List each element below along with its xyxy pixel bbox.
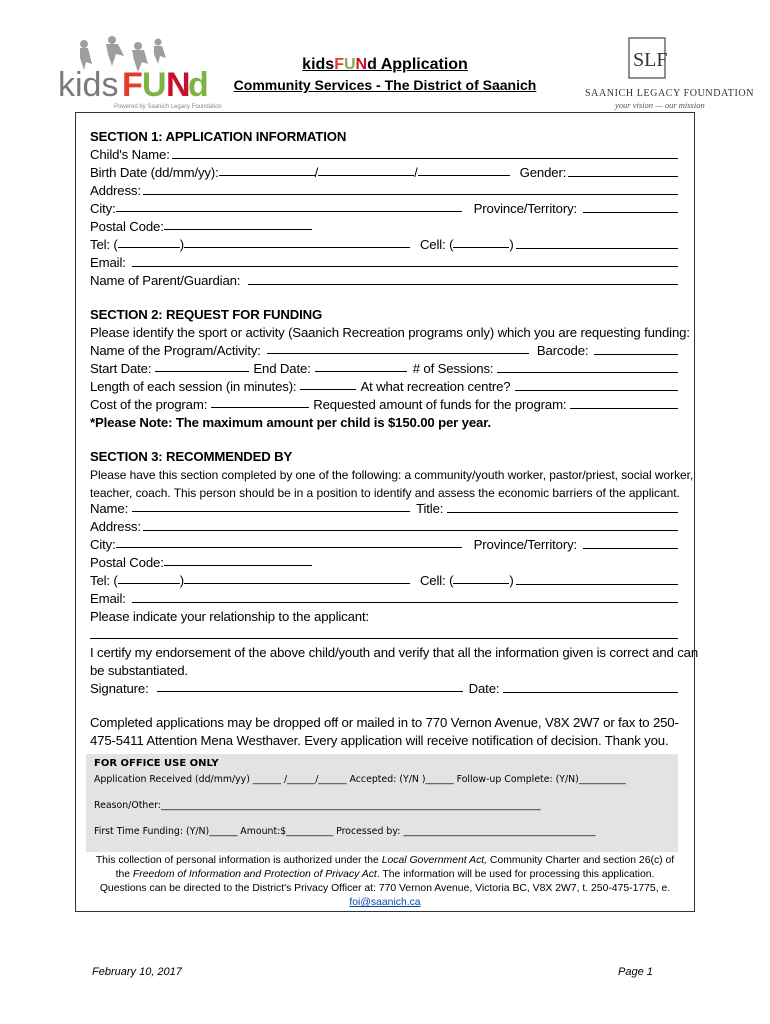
svg-text:your vision — our mission: your vision — our mission [615,100,705,110]
svg-text:SAANICH LEGACY FOUNDATION: SAANICH LEGACY FOUNDATION [585,88,755,99]
certify-text-1: I certify my endorsement of the above child/youth and verify that all the information given is correct and can [90,645,699,660]
recommender-name-field[interactable]: Name: Title: [90,500,680,518]
recommender-email-field[interactable]: Email: [90,590,680,608]
address-field[interactable]: Address: [90,182,680,200]
recommender-address-field[interactable]: Address: [90,518,680,536]
footer-date: February 10, 2017 [92,966,182,978]
tel-cell-field[interactable]: Tel: ( ) Cell: ( ) [90,236,680,254]
privacy-email-link[interactable]: foi@saanich.ca [349,897,421,908]
svg-text:N: N [166,66,191,104]
max-amount-note: *Please Note: The maximum amount per child is $150.00 per year. [90,415,491,430]
program-field[interactable]: Name of the Program/Activity: Barcode: [90,342,680,360]
section3-heading: SECTION 3: RECOMMENDED BY [90,449,293,464]
recommender-postal-field[interactable]: Postal Code: [90,554,680,572]
recommender-city-field[interactable]: City: Province/Territory: [90,536,680,554]
footer-page-number: Page 1 [618,966,653,978]
svg-text:U: U [142,66,167,104]
signature-date-field[interactable]: Signature: Date: [90,680,680,698]
child-name-field[interactable]: Child's Name: [90,146,680,164]
submission-text-2: 475-5411 Attention Mena Westhaver. Every application will receive notification of decision. Thank you. [90,733,669,748]
svg-text:F: F [122,66,143,104]
svg-text:SLF: SLF [633,49,668,71]
svg-text:d: d [188,66,209,104]
office-funding-row: First Time Funding: (Y/N)______ Amount:$__________ Processed by: _________________________________________ [94,826,596,837]
relationship-field[interactable] [90,626,680,639]
gender-label: Gender: [519,165,567,180]
form-subtitle: Community Services - The District of Saanich [233,77,537,93]
office-reason-row: Reason/Other:_________________________________________________________________________________ [94,800,541,811]
relationship-label: Please indicate your relationship to the applicant: [90,609,369,624]
dates-sessions-field[interactable]: Start Date: End Date: # of Sessions: [90,360,680,378]
submission-text-1: Completed applications may be dropped off or mailed in to 770 Vernon Avenue, V8X 2W7 or fax to 250- [90,715,679,730]
section2-heading: SECTION 2: REQUEST FOR FUNDING [90,307,323,322]
section3-intro-2: teacher, coach. This person should be in a position to identify and assess the economic barriers of the applicant. [90,486,680,500]
logo-tagline: Powered by Saanich Legacy Foundation [114,104,222,110]
cost-field[interactable]: Cost of the program: Requested amount of funds for the program: [90,396,680,414]
office-use-box [86,754,678,852]
section2-intro: Please identify the sport or activity (Saanich Recreation programs only) which you are requesting funding: [90,325,690,340]
office-received-row: Application Received (dd/mm/yy) ______ /______/______ Accepted: (Y/N )______ Follow-up Complete: (Y/N)__________ [94,774,626,785]
svg-text:kids: kids [58,66,119,104]
office-use-heading: FOR OFFICE USE ONLY [94,758,219,769]
parent-name-field[interactable]: Name of Parent/Guardian: [90,272,680,290]
form-title: kidsFUNd Application [302,56,468,73]
city-field[interactable]: City: Province/Territory: [90,200,680,218]
certify-text-2: be substantiated. [90,663,188,678]
postal-code-field[interactable]: Postal Code: [90,218,680,236]
privacy-notice: This collection of personal information is authorized under the Local Government Act, Community Charter and section 26(c) of the Freedom of Information and Protection of Privacy Act. The information will be used for processing this application. Questions can be directed to the District's Privacy Officer at: 770 Vernon Avenue, Victoria BC, V8X 2W7, t. 250-475-1775, e. foi@saanich.ca [95,855,675,908]
section1-heading: SECTION 1: APPLICATION INFORMATION [90,129,347,144]
recommender-tel-cell-field[interactable]: Tel: ( ) Cell: ( ) [90,572,680,590]
section3-intro-1: Please have this section completed by one of the following: a community/youth worker, pastor/priest, social worker, [90,468,694,482]
email-field[interactable]: Email: [90,254,680,272]
session-length-field[interactable]: Length of each session (in minutes): At what recreation centre? [90,378,680,396]
birth-date-field[interactable]: Birth Date (dd/mm/yy): / / Gender: [90,164,680,182]
kidsfund-logo [54,34,222,114]
